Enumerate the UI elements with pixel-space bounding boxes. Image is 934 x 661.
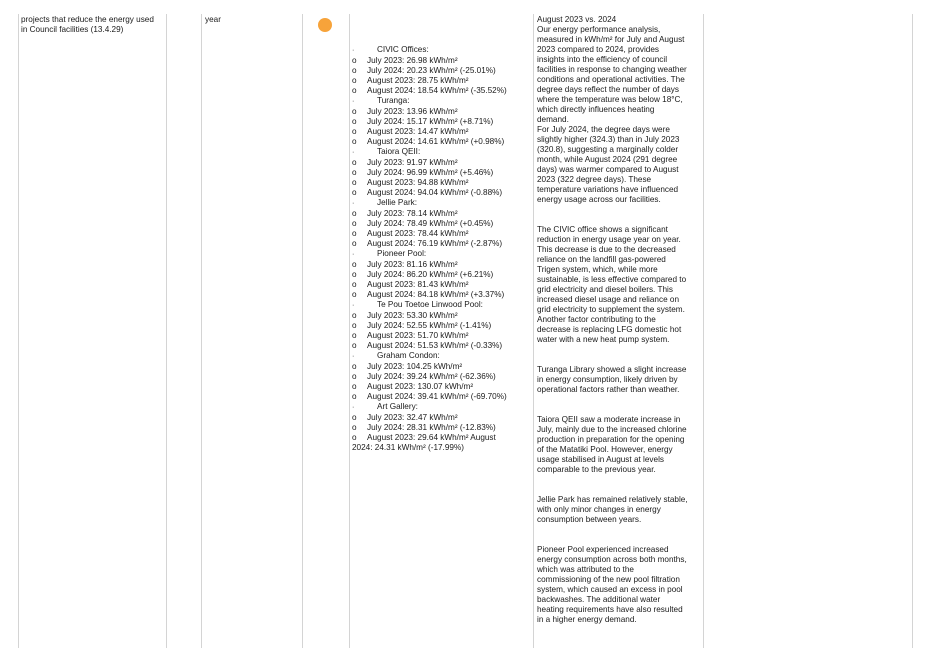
column-divider bbox=[166, 14, 167, 648]
sub-bullet-marker: o bbox=[352, 219, 357, 228]
sub-bullet-marker: o bbox=[352, 260, 357, 269]
results-line bbox=[352, 311, 534, 321]
energy-reading-continuation: 2024: 24.31 kWh/m² (-17.99%) bbox=[352, 443, 464, 452]
results-line bbox=[352, 341, 534, 351]
commentary-line: This decrease is due to the decreased bbox=[537, 245, 676, 254]
sub-bullet-marker: o bbox=[352, 413, 357, 422]
sub-bullet-marker: o bbox=[352, 280, 357, 289]
results-line bbox=[352, 137, 534, 147]
commentary-line: Taiora QEII saw a moderate increase in bbox=[537, 415, 681, 424]
commentary-line: month, while August 2024 (291 degree bbox=[537, 155, 678, 164]
sub-bullet-marker: o bbox=[352, 239, 357, 248]
sub-bullet-marker: o bbox=[352, 341, 357, 350]
commentary-line: with only minor changes in energy bbox=[537, 505, 661, 514]
results-line bbox=[352, 76, 534, 86]
facility-name: Turanga: bbox=[377, 96, 410, 105]
results-line bbox=[352, 351, 534, 362]
commentary-line: of the Matatiki Pool. However, energy bbox=[537, 445, 673, 454]
results-line bbox=[352, 117, 534, 127]
energy-reading: August 2024: 18.54 kWh/m² (-35.52%) bbox=[367, 86, 507, 95]
sub-bullet-marker: o bbox=[352, 107, 357, 116]
bullet-marker: · bbox=[352, 404, 355, 411]
results-line bbox=[352, 178, 534, 188]
energy-reading: July 2024: 20.23 kWh/m² (-25.01%) bbox=[367, 66, 496, 75]
column-divider bbox=[302, 14, 303, 648]
bullet-marker: · bbox=[352, 47, 355, 54]
facility-name: Taiora QEII: bbox=[377, 147, 421, 156]
bullet-marker: · bbox=[352, 251, 355, 258]
sub-bullet-marker: o bbox=[352, 188, 357, 197]
commentary-line: comparable to the previous year. bbox=[537, 465, 656, 474]
column-divider bbox=[912, 14, 913, 648]
results-line bbox=[352, 300, 534, 311]
commentary-line: backwashes. The additional water bbox=[537, 595, 661, 604]
results-line bbox=[352, 86, 534, 96]
commentary-line: operational factors rather than weather. bbox=[537, 385, 680, 394]
commentary-line: reliance on the landfill gas-powered bbox=[537, 255, 666, 264]
commentary-line: increased diesel usage and reliance on bbox=[537, 295, 680, 304]
energy-reading: July 2023: 32.47 kWh/m² bbox=[367, 413, 458, 422]
energy-reading: July 2024: 15.17 kWh/m² (+8.71%) bbox=[367, 117, 494, 126]
commentary-line: The CIVIC office shows a significant bbox=[537, 225, 668, 234]
sub-bullet-marker: o bbox=[352, 392, 357, 401]
commentary-paragraphs bbox=[537, 205, 703, 625]
column-divider bbox=[18, 14, 19, 648]
energy-reading: August 2024: 84.18 kWh/m² (+3.37%) bbox=[367, 290, 505, 299]
results-line bbox=[352, 260, 534, 270]
commentary-line: demand. bbox=[537, 115, 569, 124]
facility-name: Jellie Park: bbox=[377, 198, 418, 207]
results-cell bbox=[352, 45, 534, 453]
commentary-paragraph bbox=[537, 495, 703, 525]
sub-bullet-marker: o bbox=[352, 321, 357, 330]
sub-bullet-marker: o bbox=[352, 362, 357, 371]
bullet-marker: · bbox=[352, 200, 355, 207]
paragraph-spacer bbox=[537, 205, 703, 225]
measure-period: year bbox=[205, 15, 221, 24]
results-line bbox=[352, 96, 534, 107]
energy-reading: July 2024: 86.20 kWh/m² (+6.21%) bbox=[367, 270, 494, 279]
commentary-paragraph bbox=[537, 365, 703, 395]
sub-bullet-marker: o bbox=[352, 137, 357, 146]
commentary-line: (320.8), suggesting a marginally colder bbox=[537, 145, 679, 154]
measure-description-cell bbox=[21, 15, 161, 35]
sub-bullet-marker: o bbox=[352, 127, 357, 136]
commentary-line: production in preparation for the opening bbox=[537, 435, 685, 444]
column-divider bbox=[703, 14, 704, 648]
commentary-line: Pioneer Pool experienced increased bbox=[537, 545, 669, 554]
commentary-line: temperature variations have influenced bbox=[537, 185, 679, 194]
facility-name: Te Pou Toetoe Linwood Pool: bbox=[377, 300, 483, 309]
commentary-line: which directly influences heating bbox=[537, 105, 655, 114]
results-line bbox=[352, 219, 534, 229]
results-line bbox=[352, 56, 534, 66]
sub-bullet-marker: o bbox=[352, 178, 357, 187]
commentary-title: August 2023 vs. 2024 bbox=[537, 15, 617, 24]
energy-reading: July 2024: 28.31 kWh/m² (-12.83%) bbox=[367, 423, 496, 432]
energy-reading: July 2024: 78.49 kWh/m² (+0.45%) bbox=[367, 219, 494, 228]
commentary-line: July, mainly due to the increased chlorine bbox=[537, 425, 687, 434]
results-line bbox=[352, 402, 534, 413]
commentary-line: reduction in energy usage year on year. bbox=[537, 235, 681, 244]
status-indicator-dot bbox=[318, 18, 332, 32]
commentary-line: heating requirements have also resulted bbox=[537, 605, 683, 614]
commentary-line: where the temperature was below 18°C, bbox=[537, 95, 683, 104]
sub-bullet-marker: o bbox=[352, 433, 357, 442]
sub-bullet-marker: o bbox=[352, 423, 357, 432]
results-line bbox=[352, 147, 534, 158]
commentary-line: commissioning of the new pool filtration bbox=[537, 575, 680, 584]
column-divider bbox=[349, 14, 350, 648]
results-line bbox=[352, 229, 534, 239]
commentary-line: days) was warmer compared to August bbox=[537, 165, 679, 174]
bullet-marker: · bbox=[352, 353, 355, 360]
commentary-line: energy consumption across both months, bbox=[537, 555, 687, 564]
sub-bullet-marker: o bbox=[352, 209, 357, 218]
results-line bbox=[352, 372, 534, 382]
energy-reading: July 2023: 13.96 kWh/m² bbox=[367, 107, 458, 116]
results-line bbox=[352, 392, 534, 402]
results-line bbox=[352, 188, 534, 198]
commentary-line: degree days reflect the number of days bbox=[537, 85, 679, 94]
results-line bbox=[352, 107, 534, 117]
results-line bbox=[352, 249, 534, 260]
commentary-line: 2023 compared to 2024, provides bbox=[537, 45, 659, 54]
energy-reading: August 2023: 14.47 kWh/m² bbox=[367, 127, 469, 136]
paragraph-spacer bbox=[537, 345, 703, 365]
commentary-line: decrease is replacing LFG domestic hot bbox=[537, 325, 682, 334]
energy-reading: July 2023: 91.97 kWh/m² bbox=[367, 158, 458, 167]
sub-bullet-marker: o bbox=[352, 56, 357, 65]
results-line bbox=[352, 45, 534, 56]
commentary-paragraph bbox=[537, 415, 703, 475]
commentary-line: Trigen system, which, while more bbox=[537, 265, 658, 274]
results-line bbox=[352, 127, 534, 137]
results-line bbox=[352, 423, 534, 433]
results-line bbox=[352, 362, 534, 372]
results-line bbox=[352, 433, 534, 443]
commentary-line: Another factor contributing to the bbox=[537, 315, 656, 324]
results-line bbox=[352, 168, 534, 178]
results-line bbox=[352, 413, 534, 423]
commentary-intro bbox=[537, 25, 703, 205]
paragraph-spacer bbox=[537, 475, 703, 495]
commentary-line: which was attributed to the bbox=[537, 565, 634, 574]
results-line bbox=[352, 321, 534, 331]
commentary-paragraph bbox=[537, 545, 703, 625]
bullet-marker: · bbox=[352, 302, 355, 309]
commentary-line: in a higher energy demand. bbox=[537, 615, 637, 624]
energy-reading: August 2023: 28.75 kWh/m² bbox=[367, 76, 469, 85]
energy-reading: July 2024: 96.99 kWh/m² (+5.46%) bbox=[367, 168, 494, 177]
energy-reading: August 2024: 14.61 kWh/m² (+0.98%) bbox=[367, 137, 505, 146]
energy-reading: August 2024: 76.19 kWh/m² (-2.87%) bbox=[367, 239, 503, 248]
facility-name: CIVIC Offices: bbox=[377, 45, 429, 54]
sub-bullet-marker: o bbox=[352, 117, 357, 126]
paragraph-spacer bbox=[537, 395, 703, 415]
sub-bullet-marker: o bbox=[352, 372, 357, 381]
commentary-line: measured in kWh/m² for July and August bbox=[537, 35, 685, 44]
energy-reading: August 2024: 51.53 kWh/m² (-0.33%) bbox=[367, 341, 503, 350]
results-line bbox=[352, 158, 534, 168]
results-line bbox=[352, 280, 534, 290]
sub-bullet-marker: o bbox=[352, 382, 357, 391]
results-line bbox=[352, 66, 534, 76]
sub-bullet-marker: o bbox=[352, 76, 357, 85]
energy-reading: July 2023: 78.14 kWh/m² bbox=[367, 209, 458, 218]
results-line bbox=[352, 382, 534, 392]
results-line bbox=[352, 198, 534, 209]
commentary-line: insights into the efficiency of council bbox=[537, 55, 668, 64]
commentary-line: usage stabilised in August at levels bbox=[537, 455, 664, 464]
energy-reading: August 2023: 78.44 kWh/m² bbox=[367, 229, 469, 238]
commentary-line: 2023 (322 degree days). These bbox=[537, 175, 652, 184]
energy-reading: August 2023: 29.64 kWh/m² August bbox=[367, 433, 496, 442]
column-divider bbox=[201, 14, 202, 648]
sub-bullet-marker: o bbox=[352, 168, 357, 177]
commentary-line: For July 2024, the degree days were bbox=[537, 125, 670, 134]
results-line bbox=[352, 270, 534, 280]
commentary-line: Jellie Park has remained relatively stable, bbox=[537, 495, 688, 504]
sub-bullet-marker: o bbox=[352, 86, 357, 95]
commentary-line: sustainable, is less effective compared to bbox=[537, 275, 687, 284]
sub-bullet-marker: o bbox=[352, 229, 357, 238]
bullet-marker: · bbox=[352, 149, 355, 156]
sub-bullet-marker: o bbox=[352, 331, 357, 340]
commentary-line: system, which caused an excess in pool bbox=[537, 585, 683, 594]
results-line bbox=[352, 290, 534, 300]
facility-name: Pioneer Pool: bbox=[377, 249, 427, 258]
energy-reading: July 2024: 39.24 kWh/m² (-62.36%) bbox=[367, 372, 496, 381]
commentary-cell bbox=[537, 15, 703, 625]
energy-reading: August 2023: 94.88 kWh/m² bbox=[367, 178, 469, 187]
energy-reading: August 2023: 130.07 kWh/m² bbox=[367, 382, 474, 391]
sub-bullet-marker: o bbox=[352, 311, 357, 320]
commentary-line: energy usage across our facilities. bbox=[537, 195, 661, 204]
energy-reading: August 2024: 94.04 kWh/m² (-0.88%) bbox=[367, 188, 503, 197]
energy-reading: July 2024: 52.55 kWh/m² (-1.41%) bbox=[367, 321, 492, 330]
commentary-line: grid electricity to supplement the system. bbox=[537, 305, 685, 314]
commentary-line: consumption between years. bbox=[537, 515, 642, 524]
facility-name: Art Gallery: bbox=[377, 402, 418, 411]
commentary-line: slightly higher (324.3) than in July 2023 bbox=[537, 135, 680, 144]
bullet-marker: · bbox=[352, 98, 355, 105]
energy-reading: July 2023: 104.25 kWh/m² bbox=[367, 362, 463, 371]
measure-description: projects that reduce the energy used in Council facilities (13.4.29) bbox=[21, 15, 154, 34]
paragraph-spacer bbox=[537, 525, 703, 545]
sub-bullet-marker: o bbox=[352, 290, 357, 299]
results-line bbox=[352, 331, 534, 341]
facility-name: Graham Condon: bbox=[377, 351, 440, 360]
commentary-line: facilities in response to changing weather bbox=[537, 65, 687, 74]
commentary-line: Turanga Library showed a slight increase bbox=[537, 365, 687, 374]
energy-reading: July 2023: 26.98 kWh/m² bbox=[367, 56, 458, 65]
energy-reading: August 2024: 39.41 kWh/m² (-69.70%) bbox=[367, 392, 507, 401]
commentary-line: Our energy performance analysis, bbox=[537, 25, 661, 34]
sub-bullet-marker: o bbox=[352, 270, 357, 279]
commentary-line: conditions and operational activities. The bbox=[537, 75, 685, 84]
results-line bbox=[352, 239, 534, 249]
commentary-line: grid electricity and diesel boilers. This bbox=[537, 285, 673, 294]
commentary-line: water with a new heat pump system. bbox=[537, 335, 670, 344]
commentary-line: in energy consumption, likely driven by bbox=[537, 375, 678, 384]
sub-bullet-marker: o bbox=[352, 158, 357, 167]
energy-reading: August 2023: 81.43 kWh/m² bbox=[367, 280, 469, 289]
measure-period-cell bbox=[205, 15, 295, 25]
sub-bullet-marker: o bbox=[352, 66, 357, 75]
energy-reading: July 2023: 53.30 kWh/m² bbox=[367, 311, 458, 320]
commentary-paragraph bbox=[537, 225, 703, 345]
energy-reading: July 2023: 81.16 kWh/m² bbox=[367, 260, 458, 269]
energy-reading: August 2023: 51.70 kWh/m² bbox=[367, 331, 469, 340]
results-line bbox=[352, 209, 534, 219]
